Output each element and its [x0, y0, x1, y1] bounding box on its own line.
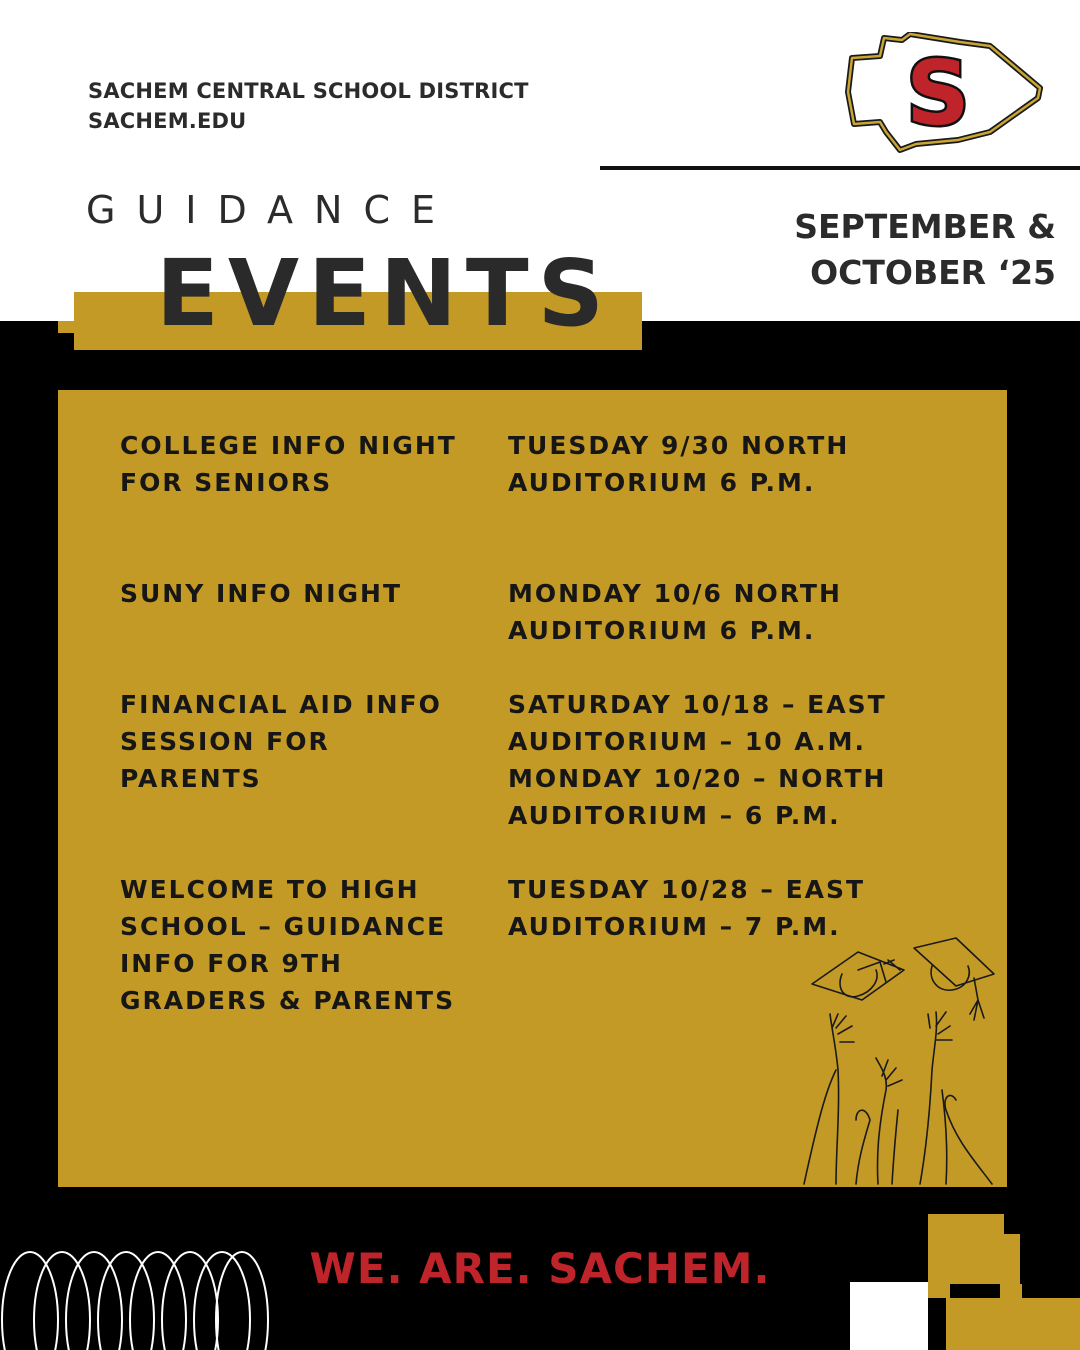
title-kicker: GUIDANCE [86, 188, 457, 232]
event-when: SATURDAY 10/18 – EAST AUDITORIUM – 10 A.M. MONDAY 10/20 – NORTH AUDITORIUM – 6 P.M. [508, 690, 887, 830]
event-when: MONDAY 10/6 NORTH AUDITORIUM 6 P.M. [508, 579, 842, 645]
event-when: TUESDAY 10/28 – EAST AUDITORIUM – 7 P.M. [508, 875, 866, 941]
arrowhead-s-logo-icon [840, 32, 1046, 154]
graduation-caps-hands-icon [796, 930, 1006, 1186]
event-name: SUNY INFO NIGHT [120, 579, 403, 608]
decorative-loops-icon [0, 1242, 275, 1350]
event-name: WELCOME TO HIGH SCHOOL – GUIDANCE INFO FOR 9TH GRADERS & PARENTS [120, 875, 456, 1015]
event-when: TUESDAY 9/30 NORTH AUDITORIUM 6 P.M. [508, 431, 850, 497]
event-name: FINANCIAL AID INFO SESSION FOR PARENTS [120, 690, 442, 793]
event-name: COLLEGE INFO NIGHT FOR SENIORS [120, 431, 457, 497]
slogan-text: WE. ARE. SACHEM. [309, 1244, 771, 1293]
date-range [794, 204, 1056, 296]
page-title: EVENTS [156, 240, 613, 347]
date-range-line2: OCTOBER ‘25 [810, 253, 1056, 292]
logo-letter: S [906, 42, 970, 145]
date-range-line1: SEPTEMBER & [794, 207, 1056, 246]
district-header [88, 76, 529, 136]
title-gold-notch [58, 321, 78, 333]
checker-squares-icon [850, 1214, 1080, 1350]
district-name: SACHEM CENTRAL SCHOOL DISTRICT [88, 79, 529, 103]
top-rule [600, 166, 1080, 170]
district-website: SACHEM.EDU [88, 109, 247, 133]
